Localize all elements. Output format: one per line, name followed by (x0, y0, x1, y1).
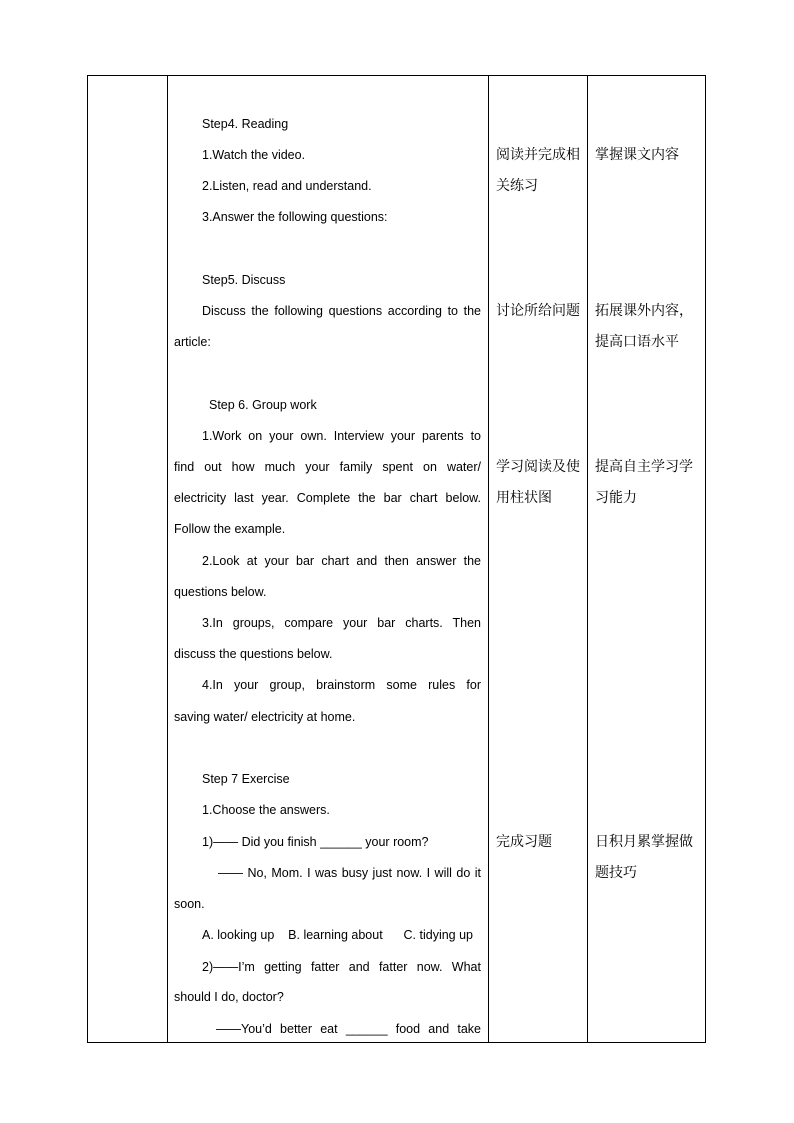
column-divider-2 (488, 76, 489, 1042)
step7-line-3: —— No, Mom. I was busy just now. I will do it (218, 866, 481, 880)
step7-purpose-line-1: 日积月累掌握做 (595, 834, 693, 850)
step7-activity-line-1: 完成习题 (496, 834, 552, 850)
step6-line-6: questions below. (174, 585, 267, 599)
step4-item-1: 1.Watch the video. (202, 148, 306, 162)
column-divider-1 (167, 76, 168, 1042)
step4-title: Step4. Reading (202, 117, 289, 131)
step7-line-6: 2)——I’m getting fatter and fatter now. What (202, 960, 481, 974)
step4-item-2: 2.Listen, read and understand. (202, 179, 372, 193)
step5-purpose-line-1: 拓展课外内容， (595, 303, 693, 319)
step6-activity-line-2: 用柱状图 (496, 490, 552, 506)
step7-line-8: ——You’d better eat ______ food and take (216, 1022, 481, 1036)
step6-line-8: discuss the questions below. (174, 647, 333, 661)
step7-title: Step 7 Exercise (202, 772, 290, 786)
step7-line-2: 1)—— Did you finish ______ your room? (202, 835, 429, 849)
step6-line-4: Follow the example. (174, 522, 286, 536)
column-divider-3 (587, 76, 588, 1042)
step6-line-2: find out how much your family spent on water/ (174, 460, 481, 474)
step6-line-1: 1.Work on your own. Interview your parents to (202, 429, 481, 443)
step7-purpose-line-2: 题技巧 (595, 865, 637, 881)
step6-activity-line-1: 学习阅读及使 (496, 459, 580, 475)
step6-purpose-line-1: 提高自主学习学 (595, 459, 693, 475)
step6-line-3: electricity last year. Complete the bar chart below. (174, 491, 481, 505)
step4-purpose-line-1: 掌握课文内容 (595, 147, 679, 163)
step6-line-10: saving water/ electricity at home. (174, 710, 356, 724)
step4-activity-line-2: 关练习 (496, 178, 538, 194)
step5-purpose-line-2: 提高口语水平 (595, 334, 679, 350)
step6-line-7: 3.In groups, compare your bar charts. Then (202, 616, 481, 630)
step7-line-1: 1.Choose the answers. (202, 803, 330, 817)
lesson-plan-table (87, 75, 706, 1043)
step6-line-9: 4.In your group, brainstorm some rules for (202, 678, 481, 692)
step5-line-2: article: (174, 335, 211, 349)
step5-line-1: Discuss the following questions according to the (202, 304, 481, 318)
step5-title: Step5. Discuss (202, 273, 286, 287)
step4-activity-line-1: 阅读并完成相 (496, 147, 580, 163)
step6-title: Step 6. Group work (209, 398, 317, 412)
step6-purpose-line-2: 习能力 (595, 490, 637, 506)
step7-line-7: should I do, doctor? (174, 990, 284, 1004)
step7-line-5: A. looking up B. learning about C. tidying up (202, 928, 473, 942)
step5-activity-line-1: 讨论所给问题 (496, 303, 580, 319)
step7-line-4: soon. (174, 897, 205, 911)
step6-line-5: 2.Look at your bar chart and then answer the (202, 554, 481, 568)
step4-item-3: 3.Answer the following questions: (202, 210, 388, 224)
